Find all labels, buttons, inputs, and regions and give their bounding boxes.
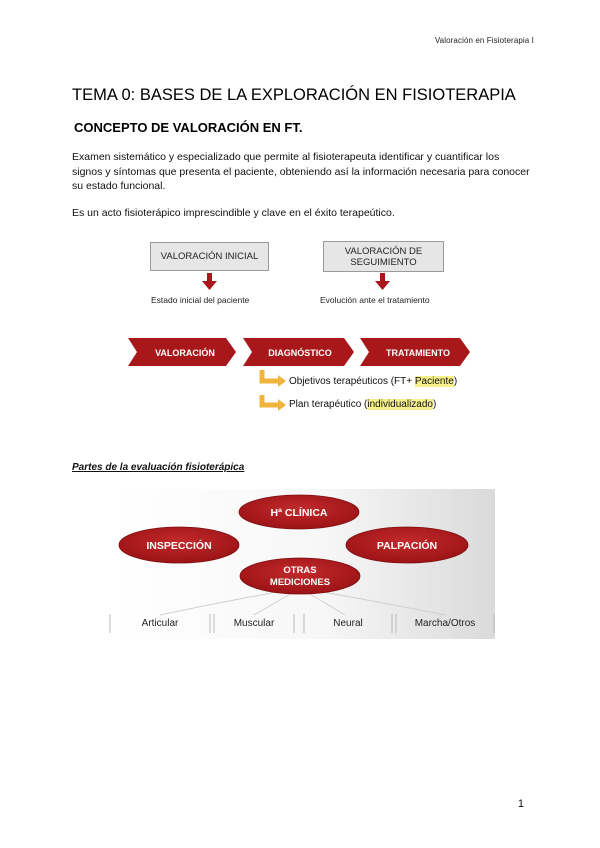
svg-text:TRATAMIENTO: TRATAMIENTO: [386, 348, 450, 358]
followup-valuation-box: VALORACIÓN DE SEGUIMIENTO: [323, 241, 444, 272]
svg-text:Hª CLÍNICA: Hª CLÍNICA: [270, 507, 328, 519]
page-number: 1: [517, 798, 524, 810]
importance-paragraph: Es un acto fisioterápico imprescindible y clave en el éxito terapeútico.: [72, 207, 395, 219]
evaluation-section-title: Partes de la evaluación fisioterápica: [72, 462, 245, 473]
initial-valuation-caption: Estado inicial del paciente: [151, 295, 250, 305]
output-objectives: Objetivos terapéuticos (FT+ Paciente): [289, 376, 458, 387]
definition-paragraph: Examen sistemático y especializado que permite al fisioterapeuta identificar y cuantificar los signos y síntomas que presenta el paciente, obteniendo así la información necesaria para conocer su estado funcional.: [72, 151, 530, 192]
svg-text:DIAGNÓSTICO: DIAGNÓSTICO: [268, 348, 332, 358]
oval-historia-clinica: [239, 495, 359, 529]
svg-text:VALORACIÓN: VALORACIÓN: [155, 348, 215, 358]
oval-otras-mediciones: [240, 558, 360, 594]
sub-item-marcha-otros: Marcha/Otros: [414, 618, 476, 629]
output-plan: Plan terapéutico (individualizado): [289, 399, 437, 410]
svg-text:MEDICIONES: MEDICIONES: [269, 577, 331, 588]
running-header: Valoración en Fisioterapia I: [434, 36, 534, 45]
initial-valuation-box: VALORACIÓN INICIAL: [150, 242, 269, 271]
sub-item-muscular: Muscular: [233, 618, 275, 629]
sub-item-articular: Articular: [141, 618, 179, 629]
followup-valuation-caption: Evolución ante el tratamiento: [320, 295, 430, 305]
svg-text:PALPACIÓN: PALPACIÓN: [376, 540, 438, 552]
page-title: TEMA 0: BASES DE LA EXPLORACIÓN EN FISIOTERAPIA: [72, 86, 516, 104]
sub-item-neural: Neural: [333, 618, 363, 629]
svg-text:INSPECCIÓN: INSPECCIÓN: [146, 540, 212, 552]
section-subtitle: CONCEPTO DE VALORACIÓN EN FT.: [74, 120, 303, 135]
svg-text:OTRAS: OTRAS: [283, 565, 317, 576]
oval-palpacion: [346, 527, 468, 563]
oval-inspeccion: [119, 527, 239, 563]
